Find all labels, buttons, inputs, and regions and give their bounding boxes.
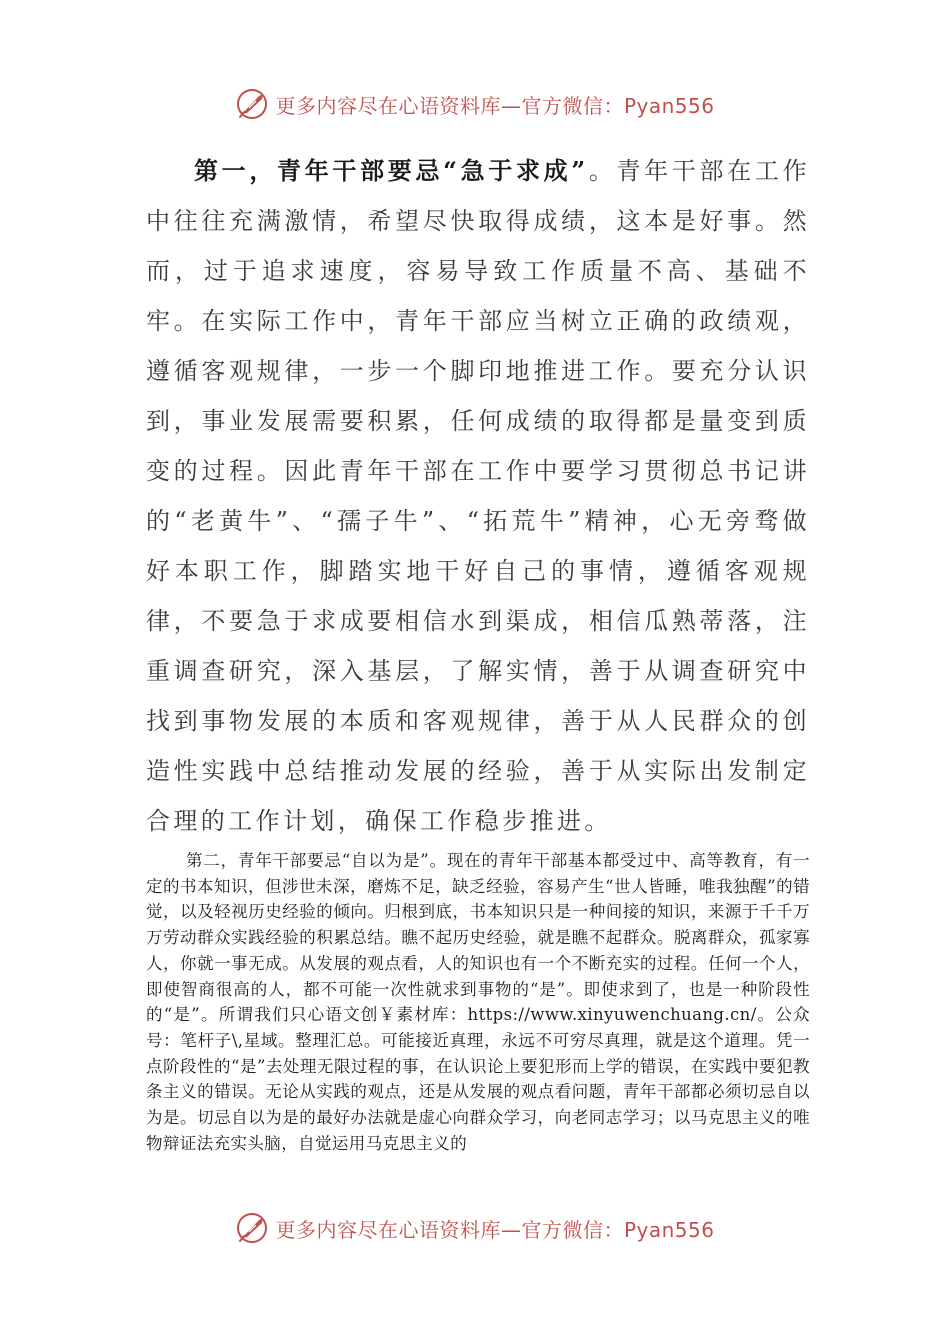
footer-banner-text: 更多内容尽在心语资料库—官方微信：Pyan556 [275, 1217, 715, 1242]
header-banner-text: 更多内容尽在心语资料库—官方微信：Pyan556 [275, 93, 715, 118]
section-two-paragraph: 第二，青年干部要忌“自以为是”。现在的青年干部基本都受过中、高等教育，有一定的书本知识，但涉世未深，磨炼不足，缺乏经验，容易产生“世人皆睡，唯我独醒”的错觉，以及轻视历史经验的倾向。归根到底，书本知识只是一种间接的知识，来源于千千万万劳动群众实践经验的积累总结。瞧不起历史经验，就是瞧不起群众。脱离群众，孤家寡人，你就一事无成。从发展的观点看，人的知识也有一个不断充实的过程。任何一个人，即使智商很高的人，都不可能一次性就求到事物的“是”。即使求到了，也是一种阶段性的“是”。所谓我们只心语文创￥素材库：https://www.xinyuwenchuang.cn/。公众号：笔杆子\,星域。整理汇总。可能接近真理，永远不可穷尽真理，就是这个道理。凭一点阶段性的“是”去处理无限过程的事，在认识论上要犯形而上学的错误，在实践中要犯教条主义的错误。无论从实践的观点，还是从发展的观点看问题，青年干部都必须切忌自以为是。切忌自以为是的最好办法就是虚心向群众学习，向老同志学习；以马克思主义的唯物辩证法充实头脑，自觉运用马克思主义的 [146, 851, 810, 1153]
section-one-paragraph [146, 146, 810, 846]
header-banner [0, 84, 950, 124]
section-one-body: 。青年干部在工作中往往充满激情，希望尽快取得成绩，这本是好事。然而，过于追求速度，容易导致工作质量不高、基础不牢。在实际工作中，青年干部应当树立正确的政绩观，遵循客观规律，一步一个脚印地推进工作。要充分认识到，事业发展需要积累，任何成绩的取得都是量变到质变的过程。因此青年干部在工作中要学习贯彻总书记讲的“老黄牛”、“孺子牛”、“拓荒牛”精神，心无旁骛做好本职工作，脚踏实地干好自己的事情，遵循客观规律，不要急于求成要相信水到渠成，相信瓜熟蒂落，注重调查研究，深入基层，了解实情，善于从调查研究中找到事物发展的本质和客观规律，善于从人民群众的创造性实践中总结推动发展的经验，善于从实际出发制定合理的工作计划，确保工作稳步推进。 [146, 157, 810, 835]
section-one-lead: 第一，青年干部要忌“急于求成” [194, 156, 589, 185]
quill-logo-icon [235, 1211, 269, 1245]
quill-logo-icon [235, 87, 269, 121]
footer-banner [0, 1208, 950, 1248]
